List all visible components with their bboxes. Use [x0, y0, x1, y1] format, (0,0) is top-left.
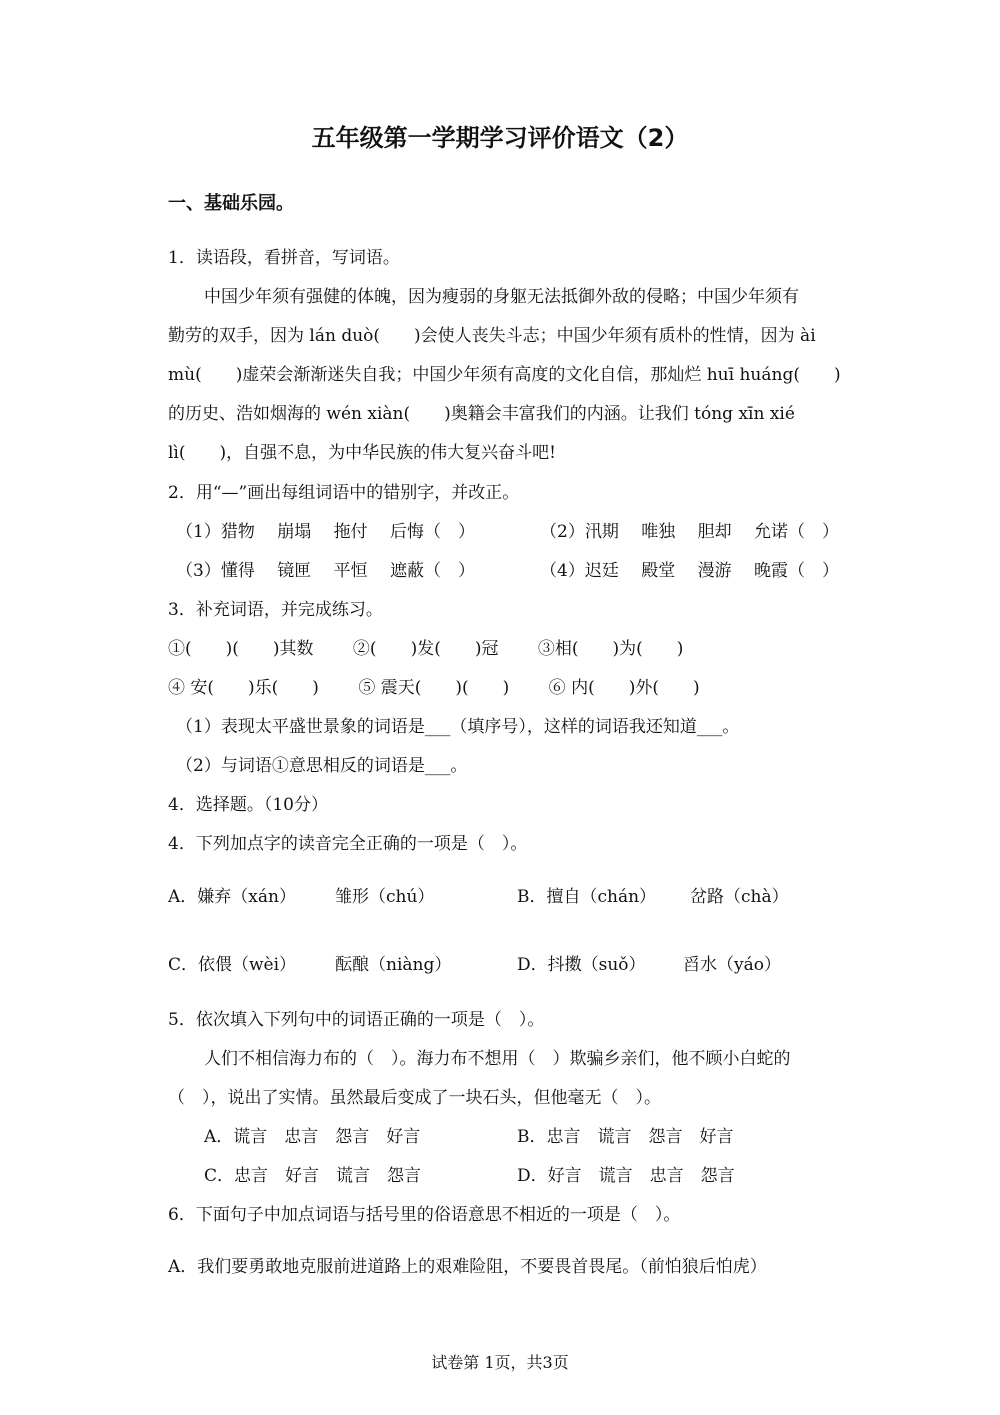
q4-option-d: D．抖擞（suǒ）	[517, 955, 646, 975]
q4-option-d-item: 舀水（yáo）	[683, 955, 781, 975]
q4-stem: 4．下列加点字的读音完全正确的一项是（ ）。	[168, 834, 528, 854]
q4-option-b: B．擅自（chán）	[517, 887, 657, 907]
q4-option-b-item: 岔路（chà）	[690, 887, 789, 907]
q2-stem: 2．用“—”画出每组词语中的错别字，并改正。	[168, 483, 520, 503]
q1-stem: 1．读语段，看拼音，写词语。	[168, 248, 400, 268]
page-footer: 试卷第 1页，共3页	[431, 1353, 569, 1372]
q3-row: ①( )( )其数 ②( )发( )冠 ③相( )为( )	[168, 639, 684, 659]
q2-group: （3）懂得 镜匣 平恒 遮蔽（ ）	[176, 561, 476, 581]
q2-group: （2）汛期 唯独 胆却 允诺（ ）	[540, 522, 840, 542]
q5-passage-line: 人们不相信海力布的（ ）。海力布不想用（ ）欺骗乡亲们，他不顾小白蛇的	[204, 1049, 791, 1069]
q4-option-a: A．嫌弃（xán）	[168, 887, 296, 907]
q4-option-a-item: 雏形（chú）	[335, 887, 435, 907]
q1-passage-line: 的历史、浩如烟海的 wén xiàn( )奥籍会丰富我们的内涵。让我们 tóng xīn xié	[168, 404, 795, 424]
q4-option-c: C．依偎（wèi）	[168, 955, 297, 975]
page-title: 五年级第一学期学习评价语文（2）	[311, 124, 689, 152]
q1-passage-line: 中国少年须有强健的体魄，因为瘦弱的身躯无法抵御外敌的侵略；中国少年须有	[204, 287, 799, 307]
q3-stem: 3．补充词语，并完成练习。	[168, 600, 383, 620]
q6-stem: 6．下面句子中加点词语与括号里的俗语意思不相近的一项是（ ）。	[168, 1205, 681, 1225]
q5-passage-line: （ ），说出了实情。虽然最后变成了一块石头，但他毫无（ ）。	[168, 1088, 661, 1108]
q2-group: （1）猎物 崩塌 拖付 后悔（ ）	[176, 522, 476, 542]
q6-option-a: A．我们要勇敢地克服前进道路上的艰难险阻，不要畏首畏尾。（前怕狼后怕虎）	[168, 1257, 767, 1277]
q1-passage-line: lì( )，自强不息，为中华民族的伟大复兴奋斗吧!	[168, 443, 556, 463]
q5-option-d: D．好言 谎言 忠言 怨言	[517, 1166, 735, 1186]
q5-stem: 5．依次填入下列句中的词语正确的一项是（ ）。	[168, 1010, 545, 1030]
q4-header: 4．选择题。（10分）	[168, 795, 328, 815]
q2-group: （4）迟廷 殿堂 漫游 晚霞（ ）	[540, 561, 840, 581]
q4-option-c-item: 酝酿（niàng）	[335, 955, 452, 975]
q5-option-a: A．谎言 忠言 怨言 好言	[204, 1127, 421, 1147]
q1-passage-line: 勤劳的双手，因为 lán duò( )会使人丧失斗志；中国少年须有质朴的性情，因为 ài	[168, 326, 816, 346]
q3-subquestion: （2）与词语①意思相反的词语是___。	[176, 756, 468, 776]
q5-option-c: C．忠言 好言 谎言 怨言	[204, 1166, 422, 1186]
section-heading: 一、基础乐园。	[168, 193, 294, 214]
q3-subquestion: （1）表现太平盛世景象的词语是___（填序号），这样的词语我还知道___。	[176, 717, 740, 737]
q5-option-b: B．忠言 谎言 怨言 好言	[517, 1127, 734, 1147]
q1-passage-line: mù( )虚荣会渐渐迷失自我；中国少年须有高度的文化自信，那灿烂 huī huáng( )	[168, 365, 841, 385]
q3-row: ④ 安( )乐( ) ⑤ 震天( )( ) ⑥ 内( )外( )	[168, 678, 700, 698]
